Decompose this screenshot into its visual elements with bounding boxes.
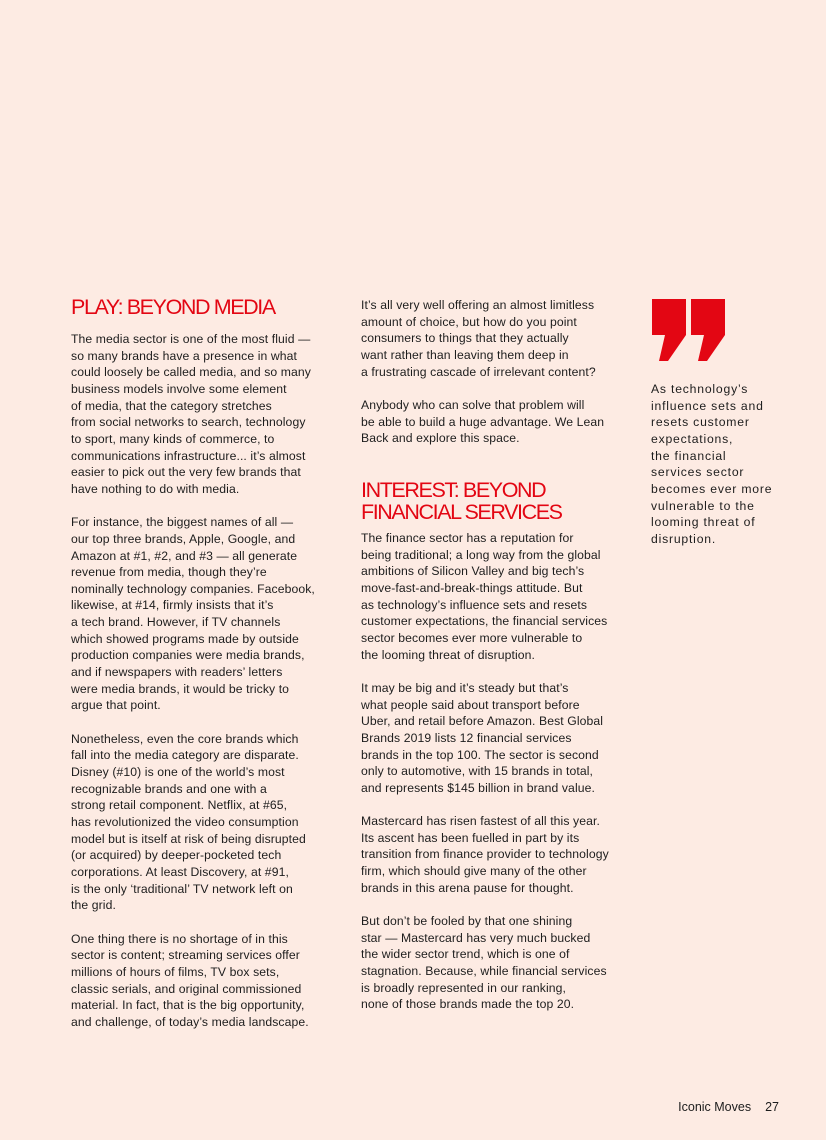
text-line: revenue from media, though they’re bbox=[71, 565, 267, 580]
text-line: Mastercard has risen fastest of all this year. bbox=[361, 814, 600, 829]
text-line: But don’t be fooled by that one shining bbox=[361, 914, 573, 929]
text-line: is broadly represented in our ranking, bbox=[361, 980, 567, 995]
text-line: corporations. At least Discovery, at #91, bbox=[71, 864, 289, 879]
text-line: the looming threat of disruption. bbox=[361, 647, 536, 662]
text-line: classic serials, and original commissioned bbox=[71, 981, 302, 996]
pull-quote-line: becomes ever more bbox=[651, 481, 773, 496]
text-line: Amazon at #1, #2, and #3 — all generate bbox=[71, 548, 298, 563]
text-line: as technology’s influence sets and resets bbox=[361, 597, 588, 612]
text-line: sector is content; streaming services offer bbox=[71, 948, 300, 963]
text-line: and challenge, of today’s media landscape. bbox=[71, 1014, 309, 1029]
pull-quote-line: the financial bbox=[651, 448, 727, 463]
media-heading-text: PLAY: BEYOND MEDIA bbox=[71, 295, 275, 319]
text-line: It may be big and it’s steady but that’s bbox=[361, 680, 569, 695]
quote-mark-right bbox=[691, 299, 725, 361]
text-line: is the only ‘traditional’ TV network left on bbox=[71, 881, 293, 896]
pull-quote bbox=[651, 381, 772, 548]
media-paragraph-1 bbox=[71, 331, 343, 498]
pull-quote-line: resets customer bbox=[651, 415, 750, 430]
text-line: firm, which should give many of the other bbox=[361, 864, 587, 879]
text-line: material. In fact, that is the big opportunity, bbox=[71, 998, 305, 1013]
text-line: none of those brands made the top 20. bbox=[361, 997, 575, 1012]
finance-heading-line: INTEREST: BEYOND bbox=[361, 478, 546, 502]
text-line: It’s all very well offering an almost limitless bbox=[361, 298, 595, 312]
text-line: recognizable brands and one with a bbox=[71, 781, 267, 796]
text-line: The finance sector has a reputation for bbox=[361, 531, 574, 545]
text-line: only to automotive, with 15 brands in total, bbox=[361, 764, 594, 779]
pull-quote-line: expectations, bbox=[651, 431, 734, 446]
media-cont-paragraph-1 bbox=[361, 297, 636, 380]
text-line: fall into the media category are disparate. bbox=[71, 748, 299, 763]
text-line: Brands 2019 lists 12 financial services bbox=[361, 730, 572, 745]
text-line: For instance, the biggest names of all — bbox=[71, 515, 294, 530]
text-line: brands in this arena pause for thought. bbox=[361, 880, 574, 895]
text-line: Disney (#10) is one of the world’s most bbox=[71, 765, 285, 780]
text-line: which showed programs made by outside bbox=[71, 631, 299, 646]
finance-paragraph-1 bbox=[361, 530, 636, 663]
finance-section-heading bbox=[361, 479, 562, 523]
media-section-body bbox=[71, 331, 343, 1031]
quote-mark-icon bbox=[651, 299, 726, 361]
pull-quote-line: disruption. bbox=[651, 531, 717, 546]
text-line: model but is itself at risk of being disrupted bbox=[71, 831, 306, 846]
text-line: Its ascent has been fuelled in part by its bbox=[361, 830, 580, 845]
text-line: business models involve some element bbox=[71, 381, 287, 396]
text-line: to sport, many kinds of commerce, to bbox=[71, 431, 275, 446]
text-line: easier to pick out the very few brands that bbox=[71, 465, 301, 480]
text-line: likewise, at #14, firmly insists that it’s bbox=[71, 598, 274, 613]
text-line: has revolutionized the video consumption bbox=[71, 815, 299, 829]
text-line: be able to build a huge advantage. We Lean bbox=[361, 414, 605, 429]
text-line: consumers to things that they actually bbox=[361, 331, 569, 346]
text-line: The media sector is one of the most fluid — bbox=[71, 332, 311, 346]
pull-quote-line: vulnerable to the bbox=[651, 498, 755, 513]
text-line: strong retail component. Netflix, at #65, bbox=[71, 798, 288, 813]
text-line: stagnation. Because, while financial services bbox=[361, 964, 607, 979]
finance-heading-line: FINANCIAL SERVICES bbox=[361, 500, 562, 524]
text-line: nominally technology companies. Facebook, bbox=[71, 581, 315, 596]
text-line: want rather than leaving them deep in bbox=[361, 347, 569, 362]
publication-title: Iconic Moves bbox=[678, 1100, 752, 1114]
text-line: were media brands, it would be tricky to bbox=[71, 681, 290, 696]
media-section-heading bbox=[71, 296, 275, 318]
media-paragraph-2 bbox=[71, 514, 343, 714]
media-cont-paragraph-2 bbox=[361, 397, 636, 447]
text-line: being traditional; a long way from the global bbox=[361, 547, 601, 562]
pull-quote-line: influence sets and bbox=[651, 398, 764, 413]
text-line: argue that point. bbox=[71, 698, 161, 713]
media-paragraph-3 bbox=[71, 731, 343, 914]
text-line: Uber, and retail before Amazon. Best Global bbox=[361, 714, 604, 729]
page-number: 27 bbox=[765, 1100, 779, 1114]
pull-quote-line: services sector bbox=[651, 465, 745, 480]
text-line: of media, that the category stretches bbox=[71, 398, 272, 413]
text-line: millions of hours of films, TV box sets, bbox=[71, 964, 280, 979]
finance-paragraph-4 bbox=[361, 913, 636, 1013]
text-line: ambitions of Silicon Valley and big tech’s bbox=[361, 564, 585, 579]
text-line: the grid. bbox=[71, 898, 116, 913]
text-line: transition from finance provider to technology bbox=[361, 847, 609, 862]
text-line: communications infrastructure... it’s almost bbox=[71, 448, 306, 463]
text-line: (or acquired) by deeper-pocketed tech bbox=[71, 848, 282, 863]
page-footer bbox=[678, 1099, 779, 1115]
finance-section-body bbox=[361, 530, 636, 1013]
text-line: what people said about transport before bbox=[361, 697, 580, 712]
text-line: our top three brands, Apple, Google, and bbox=[71, 531, 296, 546]
text-line: from social networks to search, technology bbox=[71, 415, 306, 430]
text-line: a tech brand. However, if TV channels bbox=[71, 615, 281, 630]
text-line: so many brands have a presence in what bbox=[71, 348, 298, 363]
quote-mark-left bbox=[652, 299, 686, 361]
text-line: Nonetheless, even the core brands which bbox=[71, 731, 299, 746]
text-line: One thing there is no shortage of in this bbox=[71, 931, 288, 946]
media-continued-body bbox=[361, 297, 636, 447]
text-line: Back and explore this space. bbox=[361, 431, 520, 446]
text-line: the wider sector trend, which is one of bbox=[361, 947, 570, 962]
media-paragraph-4 bbox=[71, 931, 343, 1031]
text-line: Anybody who can solve that problem will bbox=[361, 397, 585, 412]
text-line: could loosely be called media, and so many bbox=[71, 365, 311, 380]
finance-paragraph-3 bbox=[361, 813, 636, 896]
finance-paragraph-2 bbox=[361, 680, 636, 797]
text-line: amount of choice, but how do you point bbox=[361, 314, 577, 329]
text-line: move-fast-and-break-things attitude. But bbox=[361, 580, 583, 595]
text-line: and represents $145 billion in brand value. bbox=[361, 780, 595, 795]
text-line: star — Mastercard has very much bucked bbox=[361, 930, 591, 945]
text-line: customer expectations, the financial services bbox=[361, 614, 608, 629]
text-line: sector becomes ever more vulnerable to bbox=[361, 630, 583, 645]
text-line: and if newspapers with readers’ letters bbox=[71, 665, 283, 680]
text-line: production companies were media brands, bbox=[71, 648, 305, 663]
text-line: have nothing to do with media. bbox=[71, 481, 240, 496]
pull-quote-line: looming threat of bbox=[651, 515, 756, 530]
text-line: a frustrating cascade of irrelevant content? bbox=[361, 364, 596, 379]
pull-quote-line: As technology’s bbox=[651, 382, 749, 396]
text-line: brands in the top 100. The sector is second bbox=[361, 747, 599, 762]
